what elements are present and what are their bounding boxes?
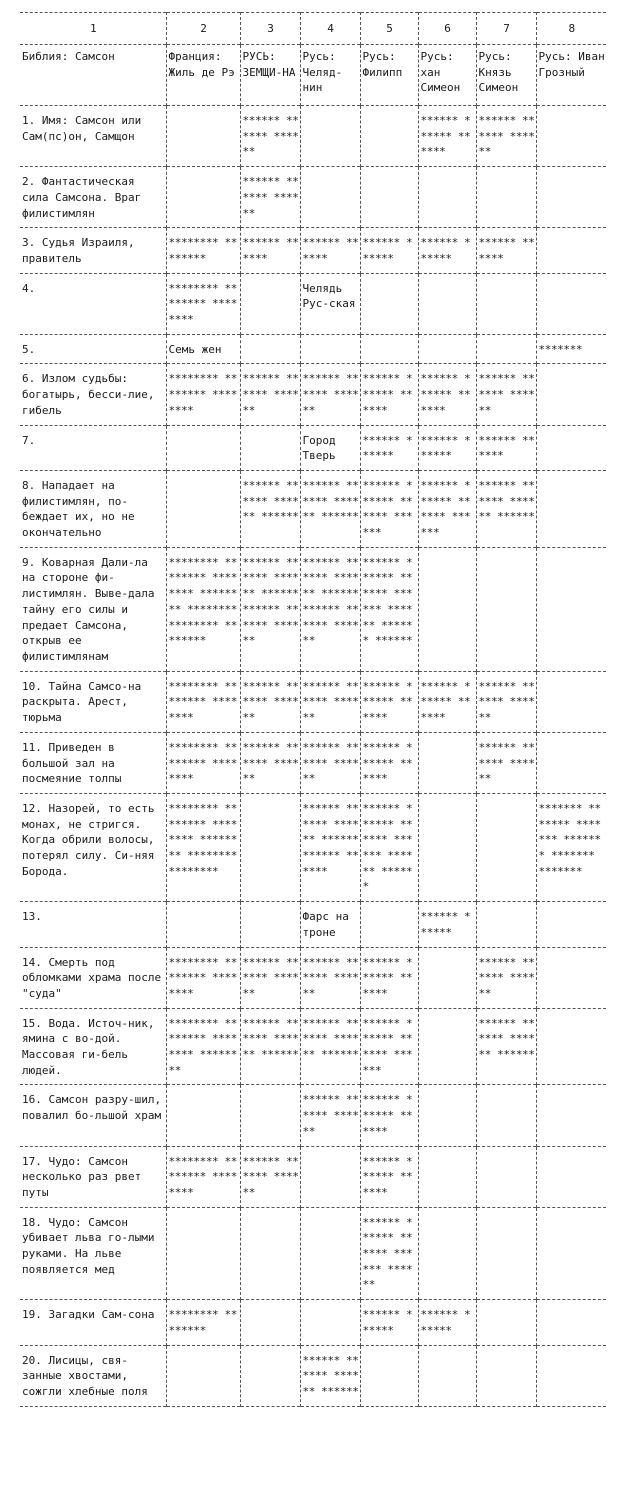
row-description: 2. Фантастическая сила Самсона. Враг филистимлян bbox=[22, 175, 142, 220]
match-cell bbox=[536, 1207, 606, 1300]
match-cell: ****** ****** ****** ****** bbox=[476, 470, 536, 547]
match-cell: ****** ****** ****** bbox=[360, 364, 418, 425]
row-description: 19. Загадки Сам-сона bbox=[22, 1308, 155, 1322]
match-cell: ****** ****** bbox=[240, 228, 300, 273]
match-cell: ******* bbox=[536, 334, 606, 364]
match-cell: ****** ****** ****** bbox=[300, 947, 360, 1008]
table-row bbox=[20, 671, 606, 732]
match-cell bbox=[476, 793, 536, 901]
match-cell bbox=[166, 1207, 240, 1300]
match-cell: ****** ****** ****** ****** bbox=[240, 1008, 300, 1085]
match-cell: ****** ****** bbox=[300, 228, 360, 273]
match-cell bbox=[300, 1300, 360, 1345]
table-row bbox=[20, 1085, 606, 1146]
match-cell bbox=[476, 1146, 536, 1207]
match-cell bbox=[476, 547, 536, 671]
match-cell bbox=[418, 1008, 476, 1085]
match-cell: ****** ****** ****** bbox=[300, 1085, 360, 1146]
match-cell bbox=[418, 334, 476, 364]
match-cell: ****** ****** ****** ****** bbox=[360, 1008, 418, 1085]
match-cell bbox=[360, 167, 418, 228]
match-cell bbox=[536, 547, 606, 671]
table-row bbox=[20, 425, 606, 470]
match-cell bbox=[476, 1207, 536, 1300]
col-number: 3 bbox=[240, 13, 300, 45]
match-cell: ******** ******** ******** bbox=[166, 732, 240, 793]
match-cell bbox=[476, 334, 536, 364]
row-description: 14. Смерть под обломками храма после "суда" bbox=[22, 955, 162, 1000]
table-row bbox=[20, 167, 606, 228]
match-cell: ****** ****** ****** bbox=[476, 106, 536, 167]
match-cell bbox=[240, 273, 300, 334]
match-cell bbox=[166, 470, 240, 547]
row-description: 6. Излом судьбы: богатырь, бесси-лие, гибель bbox=[22, 372, 155, 417]
match-cell: ****** ****** ****** ****** ****** bbox=[360, 1207, 418, 1300]
match-cell: ****** ****** ****** ****** bbox=[476, 1008, 536, 1085]
header-cell: Библия: Самсон bbox=[22, 50, 115, 63]
row-description: 10. Тайна Самсо-на раскрыта. Арест, тюрьма bbox=[22, 679, 142, 725]
match-cell: ****** ****** ****** bbox=[476, 732, 536, 793]
match-cell: ****** ****** ****** ****** bbox=[300, 1008, 360, 1085]
match-cell: ****** ****** ****** ****** bbox=[418, 470, 476, 547]
match-cell: ****** ****** ****** bbox=[476, 671, 536, 732]
match-cell: ****** ****** ****** ****** ****** ****** bbox=[360, 793, 418, 901]
match-cell: ****** ****** ****** bbox=[360, 671, 418, 732]
col-number: 7 bbox=[476, 13, 536, 45]
match-cell bbox=[418, 1146, 476, 1207]
col-number: 5 bbox=[360, 13, 418, 45]
header-cell: Русь: Князь Симеон bbox=[476, 45, 536, 106]
header-row bbox=[20, 45, 606, 106]
match-cell: ****** ****** ****** bbox=[240, 947, 300, 1008]
header-cell: Русь: хан Симеон bbox=[418, 45, 476, 106]
match-cell: ****** ****** ****** bbox=[418, 106, 476, 167]
row-description: 13. bbox=[22, 910, 42, 924]
match-cell: ****** ****** ****** ****** ****** ****** ****** bbox=[240, 547, 300, 671]
match-cell bbox=[536, 1345, 606, 1406]
parallels-table bbox=[20, 12, 606, 1407]
match-cell: ****** ****** ****** bbox=[360, 1085, 418, 1146]
table-row bbox=[20, 902, 606, 947]
match-cell: Город Тверь bbox=[300, 425, 360, 470]
match-cell: ****** ****** ****** bbox=[240, 364, 300, 425]
header-cell: Русь: Челяд-нин bbox=[300, 45, 360, 106]
match-cell bbox=[166, 106, 240, 167]
match-cell: ******* ******* ******* ******* ******* ******* bbox=[536, 793, 606, 901]
match-cell: ****** ****** ****** bbox=[240, 732, 300, 793]
match-cell: ****** ****** ****** bbox=[476, 947, 536, 1008]
match-cell bbox=[166, 167, 240, 228]
match-cell bbox=[418, 1085, 476, 1146]
match-cell bbox=[476, 167, 536, 228]
table-row bbox=[20, 334, 606, 364]
match-cell: Фарс на троне bbox=[300, 902, 360, 947]
match-cell bbox=[240, 1085, 300, 1146]
table-row bbox=[20, 793, 606, 901]
row-description: 5. bbox=[22, 342, 36, 356]
match-cell: ******** ******** ******** bbox=[166, 273, 240, 334]
match-cell bbox=[476, 1345, 536, 1406]
match-cell: Челядь Рус-ская bbox=[300, 273, 360, 334]
match-cell bbox=[418, 547, 476, 671]
match-cell: Семь жен bbox=[166, 334, 240, 364]
match-cell bbox=[240, 1207, 300, 1300]
row-description: 8. Нападает на филистимлян, по-беждает их, но не окончательно bbox=[22, 478, 135, 540]
match-cell: ****** ****** bbox=[476, 228, 536, 273]
match-cell: ****** ****** ****** ****** ****** ****** ****** bbox=[300, 547, 360, 671]
table-row bbox=[20, 228, 606, 273]
match-cell bbox=[360, 902, 418, 947]
match-cell: ****** ****** ****** bbox=[476, 364, 536, 425]
table-row bbox=[20, 1207, 606, 1300]
match-cell: ****** ****** bbox=[476, 425, 536, 470]
header-cell: Русь: Иван Грозный bbox=[536, 45, 606, 106]
match-cell bbox=[300, 334, 360, 364]
match-cell: ****** ****** ****** ****** bbox=[240, 470, 300, 547]
row-description: 18. Чудо: Самсон убивает льва го-лыми руками. На льве появляется мед bbox=[22, 1215, 155, 1276]
match-cell: ******** ******** ******** ******** bbox=[166, 1008, 240, 1085]
row-description: 7. bbox=[22, 433, 36, 447]
row-description: 12. Назорей, то есть монах, не стригся. Когда обрили волосы, потерял силу. Си-няя Борода. bbox=[22, 801, 155, 878]
match-cell bbox=[418, 167, 476, 228]
table-row bbox=[20, 1146, 606, 1207]
match-cell bbox=[536, 167, 606, 228]
match-cell bbox=[536, 273, 606, 334]
match-cell bbox=[536, 470, 606, 547]
match-cell: ******** ******** ******** ******** ******** ******** bbox=[166, 793, 240, 901]
row-description: 16. Самсон разру-шил, повалил бо-льшой храм bbox=[22, 1093, 162, 1123]
match-cell bbox=[300, 167, 360, 228]
match-cell bbox=[418, 793, 476, 901]
match-cell bbox=[360, 106, 418, 167]
match-cell: ****** ****** ****** bbox=[240, 167, 300, 228]
match-cell bbox=[418, 273, 476, 334]
match-cell bbox=[360, 273, 418, 334]
match-cell bbox=[536, 1085, 606, 1146]
match-cell bbox=[536, 106, 606, 167]
row-description: 17. Чудо: Самсон несколько раз рвет путы bbox=[22, 1154, 142, 1199]
match-cell bbox=[536, 671, 606, 732]
match-cell bbox=[476, 1300, 536, 1345]
match-cell: ****** ****** bbox=[418, 425, 476, 470]
match-cell bbox=[418, 1207, 476, 1300]
match-cell: ****** ****** bbox=[418, 1300, 476, 1345]
match-cell: ****** ****** ****** ****** bbox=[360, 470, 418, 547]
match-cell: ****** ****** ****** bbox=[300, 364, 360, 425]
match-cell: ****** ****** ****** bbox=[360, 947, 418, 1008]
match-cell: ****** ****** ****** ****** ****** ****** bbox=[300, 793, 360, 901]
match-cell bbox=[476, 902, 536, 947]
table-row bbox=[20, 470, 606, 547]
col-number: 4 bbox=[300, 13, 360, 45]
match-cell bbox=[418, 1345, 476, 1406]
table-row bbox=[20, 273, 606, 334]
match-cell bbox=[536, 947, 606, 1008]
row-description: 15. Вода. Источ-ник, ямина с во-дой. Массовая ги-бель людей. bbox=[22, 1016, 155, 1077]
match-cell: ****** ****** ****** bbox=[418, 671, 476, 732]
match-cell: ******** ******** bbox=[166, 228, 240, 273]
table-row bbox=[20, 947, 606, 1008]
match-cell bbox=[418, 732, 476, 793]
match-cell bbox=[300, 1207, 360, 1300]
match-cell bbox=[300, 1146, 360, 1207]
match-cell bbox=[476, 1085, 536, 1146]
match-cell bbox=[536, 228, 606, 273]
match-cell bbox=[240, 793, 300, 901]
match-cell: ******** ******** ******** ******** ******** ******** ******** bbox=[166, 547, 240, 671]
table-row bbox=[20, 1008, 606, 1085]
match-cell: ****** ****** ****** ****** bbox=[300, 470, 360, 547]
match-cell: ****** ****** bbox=[360, 1300, 418, 1345]
column-number-row bbox=[20, 13, 606, 45]
match-cell bbox=[418, 947, 476, 1008]
match-cell: ****** ****** bbox=[360, 228, 418, 273]
match-cell: ******** ******** ******** bbox=[166, 947, 240, 1008]
match-cell: ****** ****** ****** bbox=[360, 1146, 418, 1207]
table-row bbox=[20, 547, 606, 671]
match-cell: ****** ****** ****** bbox=[360, 732, 418, 793]
match-cell bbox=[240, 1345, 300, 1406]
match-cell: ****** ****** ****** bbox=[300, 732, 360, 793]
match-cell: ******** ******** ******** bbox=[166, 364, 240, 425]
match-cell bbox=[476, 273, 536, 334]
table-row bbox=[20, 732, 606, 793]
match-cell bbox=[536, 1300, 606, 1345]
match-cell: ****** ****** ****** bbox=[240, 106, 300, 167]
match-cell: ****** ****** bbox=[418, 902, 476, 947]
match-cell bbox=[166, 425, 240, 470]
col-number: 2 bbox=[166, 13, 240, 45]
match-cell: ******** ******** ******** bbox=[166, 1146, 240, 1207]
header-cell: РУСЬ: ЗЕМЩИ-НА bbox=[240, 45, 300, 106]
match-cell bbox=[536, 902, 606, 947]
match-cell bbox=[360, 1345, 418, 1406]
row-description: 1. Имя: Самсон или Сам(пс)он, Самщон bbox=[22, 114, 142, 143]
match-cell: ****** ****** bbox=[360, 425, 418, 470]
table-row bbox=[20, 1345, 606, 1406]
match-cell bbox=[360, 334, 418, 364]
header-cell: Франция: Жиль де Рэ bbox=[166, 45, 240, 106]
match-cell: ****** ****** ****** bbox=[300, 671, 360, 732]
col-number: 8 bbox=[536, 13, 606, 45]
match-cell: ****** ****** ****** bbox=[240, 671, 300, 732]
match-cell: ******** ******** ******** bbox=[166, 671, 240, 732]
row-description: 20. Лисицы, свя-занные хвостами, сожгли хлебные поля bbox=[22, 1353, 148, 1398]
comparison-table-container bbox=[20, 12, 610, 1407]
match-cell bbox=[536, 732, 606, 793]
match-cell bbox=[240, 902, 300, 947]
row-description: 9. Коварная Дали-ла на стороне фи-листимлян. Выве-дала тайну его силы и предает Самсона, открыв ее филистимлянам bbox=[22, 555, 155, 663]
match-cell bbox=[536, 364, 606, 425]
match-cell bbox=[536, 1008, 606, 1085]
match-cell: ****** ****** bbox=[418, 228, 476, 273]
match-cell bbox=[240, 425, 300, 470]
col-number: 6 bbox=[418, 13, 476, 45]
match-cell bbox=[240, 1300, 300, 1345]
col-number: 1 bbox=[89, 21, 97, 35]
row-description: 11. Приведен в большой зал на посмеяние толпы bbox=[22, 740, 122, 786]
match-cell: ****** ****** ****** ****** bbox=[300, 1345, 360, 1406]
match-cell bbox=[166, 902, 240, 947]
match-cell: ****** ****** ****** bbox=[240, 1146, 300, 1207]
table-body bbox=[20, 106, 606, 1407]
match-cell: ******** ******** bbox=[166, 1300, 240, 1345]
row-description: 3. Судья Израиля, правитель bbox=[22, 236, 135, 265]
match-cell bbox=[166, 1085, 240, 1146]
table-row bbox=[20, 106, 606, 167]
match-cell bbox=[536, 1146, 606, 1207]
header-cell: Русь: Филипп bbox=[360, 45, 418, 106]
match-cell: ****** ****** ****** bbox=[418, 364, 476, 425]
table-row bbox=[20, 364, 606, 425]
table-row bbox=[20, 1300, 606, 1345]
match-cell bbox=[536, 425, 606, 470]
match-cell bbox=[166, 1345, 240, 1406]
match-cell: ****** ****** ****** ****** ****** ****** ****** bbox=[360, 547, 418, 671]
row-description: 4. bbox=[22, 281, 36, 295]
match-cell bbox=[240, 334, 300, 364]
match-cell bbox=[300, 106, 360, 167]
